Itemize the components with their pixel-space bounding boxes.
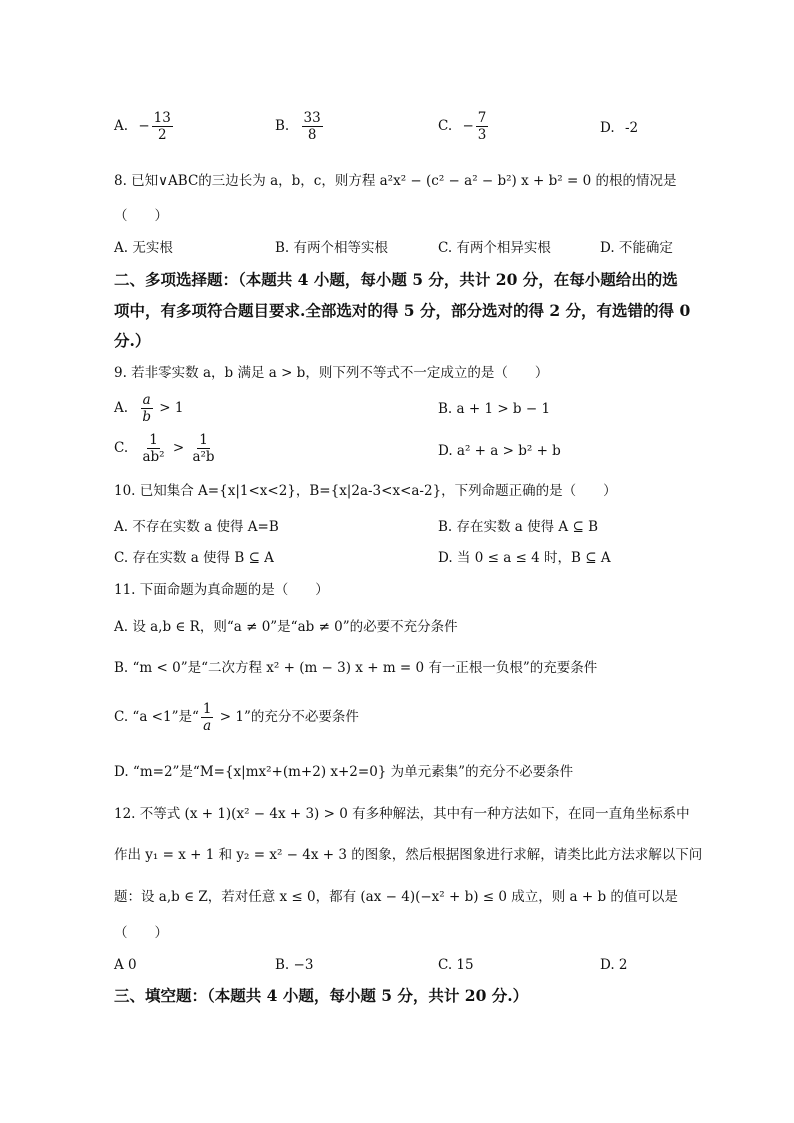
q12-stem-line1: 12. 不等式 (x + 1)(x² − 4x + 3) > 0 有多种解法，其中有一种方法如下，在同一直角坐标系中 bbox=[114, 806, 690, 822]
q10-option-b: B. 存在实数 a 使得 A ⊆ B bbox=[438, 519, 598, 535]
q7-option-d-label: D. bbox=[600, 120, 615, 136]
q9-option-c-label: C. bbox=[114, 440, 129, 456]
q9-option-a bbox=[114, 392, 183, 425]
q12-option-b: B. −3 bbox=[275, 957, 314, 973]
q12-option-d: D. 2 bbox=[600, 957, 628, 973]
q11-option-c-prefix: C. “a <1”是“ bbox=[114, 709, 199, 725]
q8-stem: 8. 已知∨ABC的三边长为 a，b，c，则方程 a²x² − (c² − a² − b²) x + b² = 0 的根的情况是 bbox=[114, 173, 677, 189]
q7-option-a-sign: − bbox=[138, 118, 150, 134]
q7-option-d bbox=[600, 119, 638, 137]
q7-option-c-denominator: 3 bbox=[477, 127, 487, 143]
q12-answer-paren: （ ） bbox=[114, 925, 168, 941]
q7-option-a-denominator: 2 bbox=[157, 127, 167, 143]
section3-heading: 三、填空题：（本题共 4 小题，每小题 5 分，共计 20 分.） bbox=[114, 986, 529, 1005]
q11-stem: 11. 下面命题为真命题的是（ ） bbox=[114, 582, 329, 598]
q8-answer-paren: （ ） bbox=[114, 208, 168, 224]
q11-option-a: A. 设 a,b ∈ R，则“a ≠ 0”是“ab ≠ 0”的必要不充分条件 bbox=[114, 619, 458, 635]
section2-heading-line1: 二、多项选择题：（本题共 4 小题，每小题 5 分，共计 20 分，在每小题给出的选 bbox=[114, 270, 678, 289]
q9-option-c bbox=[114, 432, 219, 465]
q7-option-a-fraction bbox=[152, 110, 173, 143]
q7-option-b bbox=[275, 110, 325, 143]
q9-stem: 9. 若非零实数 a，b 满足 a > b，则下列不等式不一定成立的是（ ） bbox=[114, 365, 549, 381]
q7-option-c-numerator: 7 bbox=[477, 110, 487, 126]
q9-option-c-right-denominator: a²b bbox=[192, 449, 215, 465]
q9-option-a-numerator: a bbox=[142, 392, 151, 408]
q9-option-c-left-numerator: 1 bbox=[149, 432, 158, 448]
q11-option-c-fraction bbox=[201, 701, 214, 734]
q7-option-c-fraction bbox=[476, 110, 489, 143]
q10-option-c: C. 存在实数 a 使得 B ⊆ A bbox=[114, 550, 274, 566]
q12-stem-line3: 题：设 a,b ∈ Z，若对任意 x ≤ 0，都有 (ax − 4)(−x² + b) ≤ 0 成立，则 a + b 的值可以是 bbox=[114, 889, 678, 905]
q12-stem-line2: 作出 y₁ = x + 1 和 y₂ = x² − 4x + 3 的图象，然后根据图象进行求解，请类比此方法求解以下问 bbox=[114, 847, 703, 863]
q11-option-c-suffix: > 1”的充分不必要条件 bbox=[215, 709, 359, 725]
q7-option-b-fraction bbox=[302, 110, 323, 143]
q7-option-a-numerator: 13 bbox=[153, 110, 171, 126]
q9-option-b: B. a + 1 > b − 1 bbox=[438, 401, 551, 417]
q7-option-b-denominator: 8 bbox=[307, 127, 317, 143]
q8-option-d: D. 不能确定 bbox=[600, 240, 673, 256]
q11-option-c-denominator: a bbox=[203, 718, 212, 734]
q7-option-a-label: A. bbox=[114, 118, 129, 134]
q7-option-b-numerator: 33 bbox=[303, 110, 321, 126]
q11-option-d: D. “m=2”是“M={x|mx²+(m+2) x+2=0} 为单元素集”的充分不必要条件 bbox=[114, 764, 574, 780]
q7-option-a bbox=[114, 110, 175, 143]
q9-option-c-right-numerator: 1 bbox=[199, 432, 208, 448]
q11-option-b: B. “m < 0”是“二次方程 x² + (m − 3) x + m = 0 有一正根一负根”的充要条件 bbox=[114, 660, 598, 676]
q10-option-a: A. 不存在实数 a 使得 A=B bbox=[114, 519, 279, 535]
q9-option-a-tail: > 1 bbox=[155, 400, 184, 416]
q9-option-c-relation: > bbox=[168, 440, 189, 456]
q9-option-a-fraction bbox=[140, 392, 153, 425]
section2-heading-line2: 项中，有多项符合题目要求.全部选对的得 5 分，部分选对的得 2 分，有选错的得 0 bbox=[114, 301, 691, 320]
q7-option-c bbox=[438, 110, 490, 143]
q7-option-d-value: -2 bbox=[624, 120, 639, 136]
q12-option-a: A 0 bbox=[114, 957, 137, 973]
section2-heading-line3: 分.） bbox=[114, 331, 151, 350]
q7-option-c-label: C. bbox=[438, 118, 453, 134]
q9-option-d: D. a² + a > b² + b bbox=[438, 443, 561, 459]
q10-option-d: D. 当 0 ≤ a ≤ 4 时，B ⊆ A bbox=[438, 550, 611, 566]
q9-option-a-denominator: b bbox=[142, 409, 151, 425]
q12-option-c: C. 15 bbox=[438, 957, 474, 973]
q9-option-a-label: A. bbox=[114, 400, 129, 416]
q7-option-c-sign: − bbox=[462, 118, 474, 134]
q7-option-b-label: B. bbox=[275, 118, 290, 134]
q11-option-c-numerator: 1 bbox=[202, 701, 212, 717]
q8-option-b: B. 有两个相等实根 bbox=[275, 240, 389, 256]
q10-stem: 10. 已知集合 A={x|1<x<2}，B={x|2a-3<x<a-2}，下列命题正确的是（ ） bbox=[114, 483, 617, 499]
q11-option-c bbox=[114, 701, 359, 734]
q8-option-c: C. 有两个相异实根 bbox=[438, 240, 551, 256]
q9-option-c-fraction-right bbox=[190, 432, 216, 465]
q9-option-c-fraction-left bbox=[140, 432, 166, 465]
q8-option-a: A. 无实根 bbox=[114, 240, 173, 256]
q9-option-c-left-denominator: ab² bbox=[142, 449, 165, 465]
